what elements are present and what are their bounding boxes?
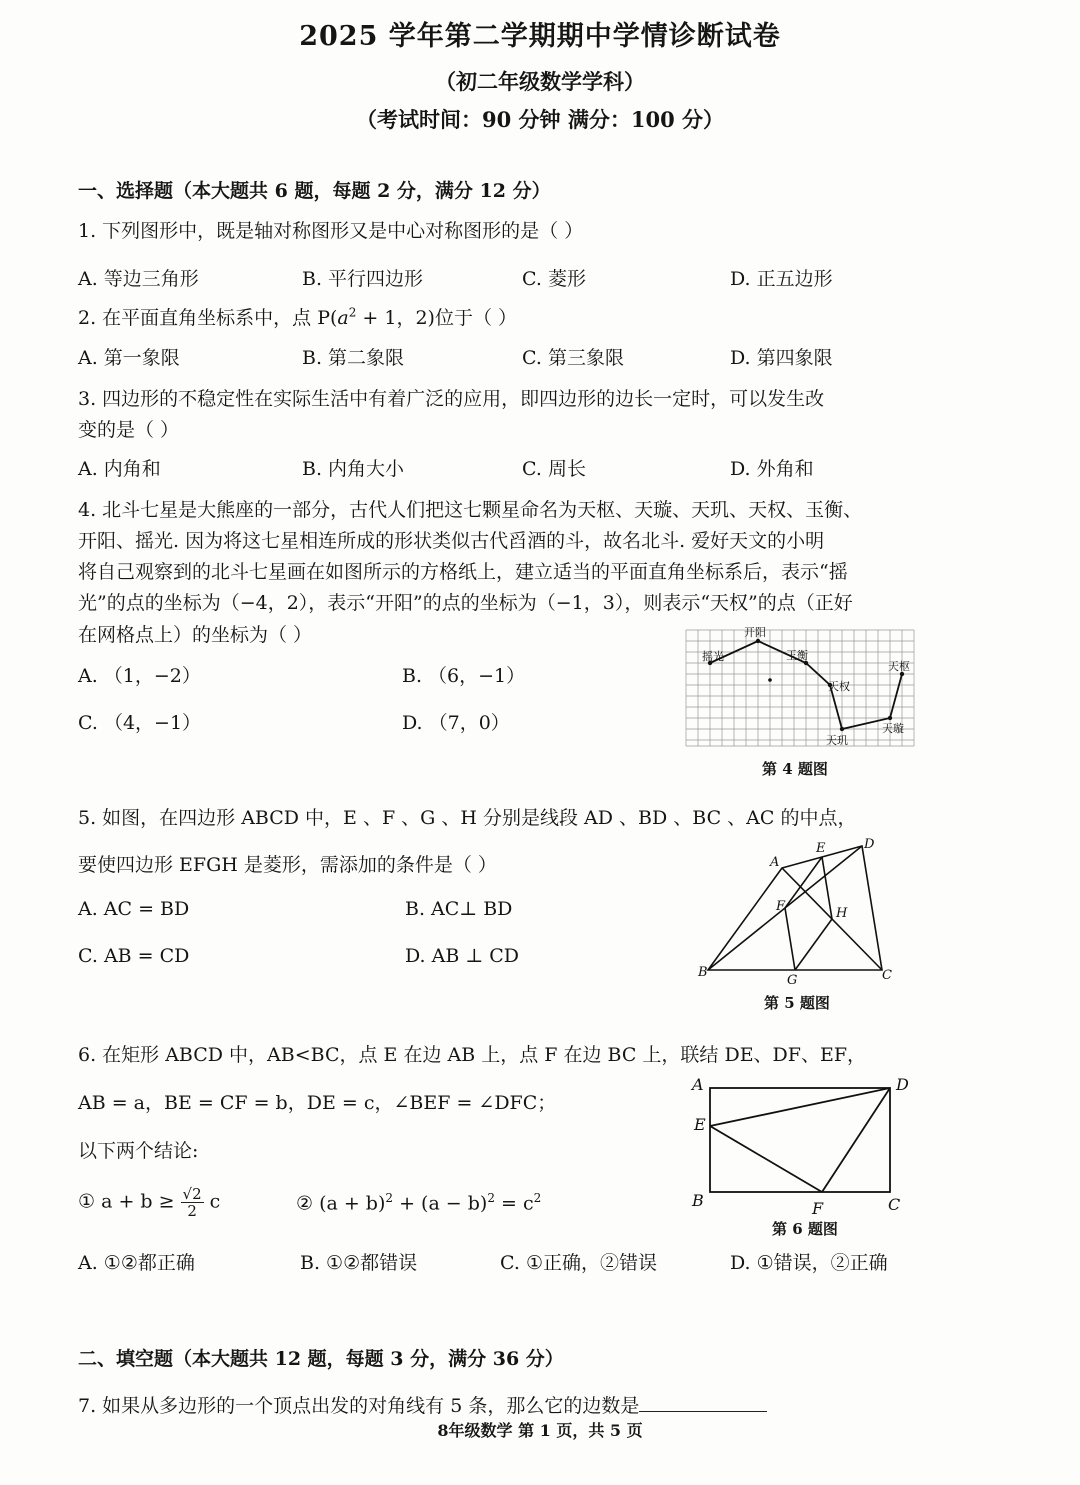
q4-line-1: 4. 北斗七星是大熊座的一部分，古代人们把这七颗星命名为天枢、天璇、天玑、天权、玉衡、: [78, 499, 863, 521]
star-tianji: [840, 727, 844, 731]
rect-point-d-label: D: [896, 1075, 909, 1094]
q6-conclusion-2: ② $(a + b)^2 + (a - b)^2 = c^2$: [296, 1191, 542, 1215]
label-tianshu: 天枢: [888, 660, 910, 673]
q7-answer-blank[interactable]: [639, 1393, 767, 1412]
label-tianji: 天玑: [826, 734, 848, 747]
q1-option-c: C. 菱形: [522, 268, 586, 290]
q4-line-3: 将自己观察到的北斗七星画在如图所示的方格纸上，建立适当的平面直角坐标系后，表示“摇: [78, 561, 848, 583]
q1-stem: 1. 下列图形中，既是轴对称图形又是中心对称图形的是（ ）: [78, 220, 584, 242]
q4-option-a: A. （1，−2）: [78, 665, 201, 687]
label-tianxuan: 天璇: [882, 722, 904, 735]
q6-line-3: 以下两个结论:: [78, 1140, 199, 1162]
point-g-label: G: [787, 973, 798, 986]
q3-option-d: D. 外角和: [730, 458, 814, 480]
q6-option-a: A. ①②都正确: [78, 1252, 195, 1274]
star-kaiyang: [756, 639, 760, 643]
exam-title: 2025 学年第二学期期中学情诊断试卷: [299, 21, 781, 52]
q4-option-b: B. （6，−1）: [402, 665, 526, 687]
q5-line-2: 要使四边形 EFGH 是菱形，需添加的条件是（ ）: [78, 854, 497, 876]
point-d-label: D: [864, 837, 875, 852]
q4-option-d: D. （7，0）: [402, 712, 510, 734]
q1-option-d: D. 正五边形: [730, 268, 833, 290]
q5-option-b: B. AC⊥ BD: [405, 898, 513, 920]
grid-origin-dot: [768, 678, 772, 682]
q2-option-c: C. 第三象限: [522, 347, 624, 369]
section-2-title: 二、填空题（本大题共 12 题，每题 3 分，满分 36 分）: [78, 1348, 564, 1370]
q5-option-c: C. AB = CD: [78, 945, 190, 967]
q4-figure-grid: [680, 624, 920, 752]
q6-option-c: C. ①正确，②错误: [500, 1252, 657, 1274]
q1-option-a: A. 等边三角形: [78, 268, 199, 290]
q2-stem: 2. 在平面直角坐标系中，点 $P(a^2 + 1$，2)位于（ ）: [78, 305, 518, 329]
q2-option-a: A. 第一象限: [78, 347, 180, 369]
rect-point-c-label: C: [888, 1195, 901, 1214]
q6-line-2: AB = a，BE = CF = b，DE = c，∠BEF = ∠DFC；: [78, 1092, 557, 1114]
q5-figure-quadrilateral: [692, 834, 898, 986]
rect-point-a-label: A: [692, 1075, 704, 1094]
rect-point-b-label: B: [692, 1191, 704, 1210]
point-h-label: H: [836, 906, 848, 921]
exam-subject: （初二年级数学学科）: [435, 69, 645, 94]
page-footer: 8年级数学 第 1 页，共 5 页: [437, 1421, 643, 1440]
q5-option-a: A. AC = BD: [78, 898, 190, 920]
q3-option-c: C. 周长: [522, 458, 586, 480]
q1-option-b: B. 平行四边形: [302, 268, 424, 290]
point-a-label: A: [770, 855, 780, 870]
q6-option-b: B. ①②都错误: [300, 1252, 418, 1274]
q3-option-a: A. 内角和: [78, 458, 161, 480]
q6-conclusion-1: ① a + b ≥ $\frac{√2}{2}$ c: [78, 1185, 221, 1220]
q5-option-d: D. AB ⊥ CD: [405, 945, 520, 967]
q2-option-d: D. 第四象限: [730, 347, 833, 369]
point-b-label: B: [698, 965, 708, 980]
star-tianxuan: [888, 716, 892, 720]
label-yuheng: 玉衡: [786, 649, 808, 662]
q6-figure-rectangle: [684, 1070, 924, 1220]
q4-line-4: 光”的点的坐标为（−4，2），表示“开阳”的点的坐标为（−1，3），则表示“天权”的点（正好: [78, 592, 853, 614]
q4-figure-caption: 第 4 题图: [762, 760, 828, 778]
q6-figure-caption: 第 6 题图: [772, 1220, 838, 1238]
q5-line-1: 5. 如图，在四边形 ABCD 中，E 、F 、G 、H 分别是线段 AD 、BD 、BC 、AC 的中点，: [78, 807, 857, 829]
q6-option-d: D. ①错误，②正确: [730, 1252, 888, 1274]
label-tianquan: 天权: [828, 680, 850, 693]
label-yaoguang: 摇光: [702, 650, 724, 663]
exam-meta: （考试时间：90 分钟 满分：100 分）: [356, 107, 724, 132]
q4-option-c: C. （4，−1）: [78, 712, 202, 734]
label-kaiyang: 开阳: [744, 626, 766, 639]
q7-stem: 7. 如果从多边形的一个顶点出发的对角线有 5 条，那么它的边数是: [78, 1391, 767, 1418]
q4-line-5: 在网格点上）的坐标为（ ）: [78, 624, 313, 646]
q4-line-2: 开阳、摇光. 因为将这七星相连所成的形状类似古代舀酒的斗，故名北斗. 爱好天文的小明: [78, 530, 825, 552]
q3-option-b: B. 内角大小: [302, 458, 405, 480]
q2-option-b: B. 第二象限: [302, 347, 405, 369]
q3-line-1: 3. 四边形的不稳定性在实际生活中有着广泛的应用，即四边形的边长一定时，可以发生改: [78, 388, 825, 410]
point-f-label: F: [776, 899, 786, 914]
q5-figure-caption: 第 5 题图: [764, 994, 830, 1012]
q6-line-1: 6. 在矩形 ABCD 中，AB<BC，点 E 在边 AB 上，点 F 在边 BC 上，联结 DE、DF、EF，: [78, 1044, 867, 1066]
section-1-title: 一、选择题（本大题共 6 题，每题 2 分，满分 12 分）: [78, 180, 551, 202]
q3-line-2: 变的是（ ）: [78, 419, 180, 441]
point-c-label: C: [882, 968, 892, 983]
point-e-label: E: [816, 841, 826, 856]
rect-point-f-label: F: [812, 1199, 824, 1218]
rect-point-e-label: E: [694, 1115, 706, 1134]
